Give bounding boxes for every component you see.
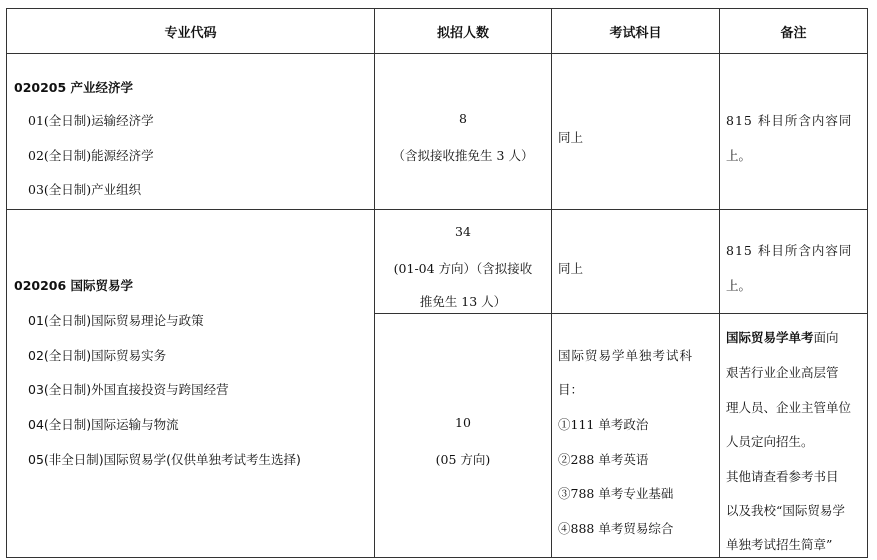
enrollment-table bbox=[6, 8, 868, 558]
enrollment-note: 推免生 13 人） bbox=[419, 294, 507, 309]
enrollment-note: (01-04 方向）（含拟接收 bbox=[393, 261, 533, 276]
note-line: 以及我校“国际贸易学 bbox=[726, 503, 845, 518]
note-line: 815 科目所含内容同 bbox=[726, 243, 853, 258]
direction-item: 02(全日制)能源经济学 bbox=[28, 148, 154, 163]
enrollment-count: 10 bbox=[455, 415, 471, 430]
enrollment-note: (05 方向) bbox=[435, 452, 491, 467]
enrollment-count: 8 bbox=[459, 111, 467, 126]
note-line: 815 科目所含内容同 bbox=[726, 113, 853, 128]
note-line: 理人员、企业主管单位 bbox=[726, 400, 852, 415]
direction-item: 02(全日制)国际贸易实务 bbox=[28, 348, 167, 363]
exam-subject-item: ②288 单考英语 bbox=[558, 452, 649, 467]
note-text: 面向 bbox=[813, 330, 839, 345]
exam-subject-item: ③788 单考专业基础 bbox=[558, 486, 674, 501]
enrollment-note: （含拟接收推免生 3 人） bbox=[392, 148, 534, 163]
exam-text: 国际贸易学单独考试科 bbox=[558, 348, 694, 363]
direction-item: 01(全日制)运输经济学 bbox=[28, 113, 154, 128]
header-exam-subjects: 考试科目 bbox=[552, 9, 720, 54]
note-line: 上。 bbox=[726, 148, 752, 163]
direction-item: 03(全日制)外国直接投资与跨国经营 bbox=[28, 382, 229, 397]
header-notes: 备注 bbox=[720, 9, 868, 54]
header-enrollment: 拟招人数 bbox=[375, 9, 552, 54]
exam-cell bbox=[552, 54, 720, 210]
note-bold-label: 国际贸易学单考 bbox=[726, 330, 814, 345]
note-line: 艰苦行业企业高层管 bbox=[726, 365, 839, 380]
major-code-name: 020205 产业经济学 bbox=[14, 80, 134, 95]
enrollment-cell bbox=[375, 54, 552, 210]
exam-cell bbox=[552, 210, 720, 314]
major-cell bbox=[7, 210, 375, 558]
note-cell bbox=[720, 210, 868, 314]
direction-item: 01(全日制)国际贸易理论与政策 bbox=[28, 313, 204, 328]
exam-subject-item: ①111 单考政治 bbox=[558, 417, 649, 432]
exam-subject-item: ④888 单考贸易综合 bbox=[558, 521, 674, 536]
note-line: 人员定向招生。 bbox=[726, 434, 814, 449]
exam-text: 同上 bbox=[558, 261, 584, 276]
major-cell bbox=[7, 54, 375, 210]
enrollment-cell bbox=[375, 314, 552, 558]
note-line: 上。 bbox=[726, 278, 752, 293]
note-line bbox=[726, 328, 839, 346]
exam-text: 同上 bbox=[558, 130, 584, 145]
note-cell bbox=[720, 314, 868, 558]
exam-cell bbox=[552, 314, 720, 558]
note-line: 单独考试招生简章” bbox=[726, 537, 833, 552]
direction-item: 04(全日制)国际运输与物流 bbox=[28, 417, 179, 432]
note-line: 其他请查看参考书目 bbox=[726, 469, 839, 484]
direction-item: 05(非全日制)国际贸易学(仅供单独考试考生选择) bbox=[28, 452, 301, 467]
enrollment-cell bbox=[375, 210, 552, 314]
exam-text: 目： bbox=[558, 382, 584, 397]
header-major-code: 专业代码 bbox=[7, 9, 375, 54]
direction-item: 03(全日制)产业组织 bbox=[28, 182, 142, 197]
major-code-name: 020206 国际贸易学 bbox=[14, 278, 134, 293]
enrollment-count: 34 bbox=[455, 224, 471, 239]
note-cell bbox=[720, 54, 868, 210]
